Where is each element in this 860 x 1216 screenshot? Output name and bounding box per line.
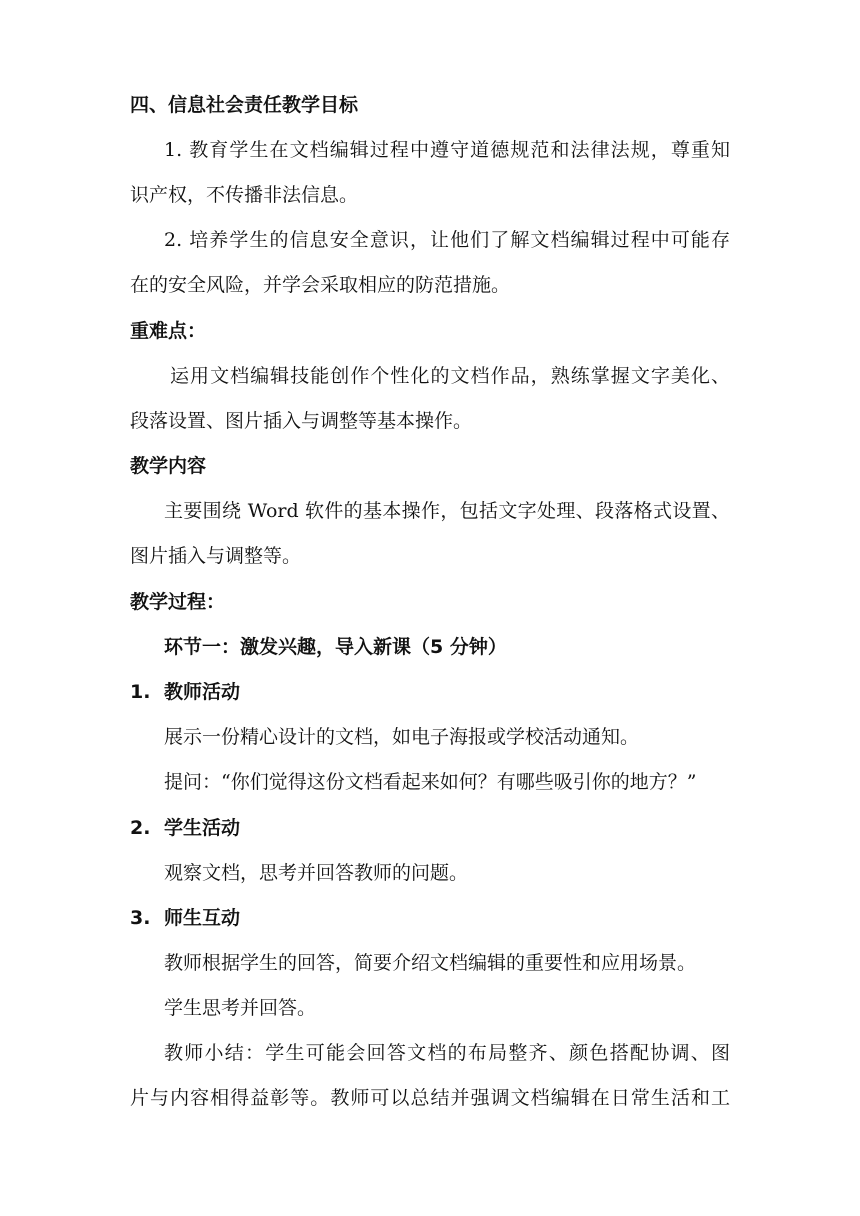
objective-2-line-1: 2. 培养学生的信息安全意识，让他们了解文档编辑过程中可能存: [164, 229, 730, 251]
step-1-number: 1.: [130, 681, 151, 703]
step-3-line-1: 教师根据学生的回答，简要介绍文档编辑的重要性和应用场景。: [164, 952, 697, 974]
step-1-line-2: 提问：“你们觉得这份文档看起来如何？有哪些吸引你的地方？”: [164, 771, 697, 793]
step-2-number: 2.: [130, 817, 151, 839]
objective-1-line-1: 1. 教育学生在文档编辑过程中遵守道德规范和法律法规，尊重知: [164, 139, 730, 161]
step-3-title: 师生互动: [164, 907, 241, 929]
section-heading-social-responsibility: 四、信息社会责任教学目标: [130, 94, 359, 116]
key-points-line-1: 运用文档编辑技能创作个性化的文档作品，熟练掌握文字美化、: [170, 365, 730, 387]
step-3-line-2: 学生思考并回答。: [164, 997, 317, 1019]
teaching-content-line-1: 主要围绕 Word 软件的基本操作，包括文字处理、段落格式设置、: [164, 500, 730, 522]
step-3-line-4: 片与内容相得益彰等。教师可以总结并强调文档编辑在日常生活和工: [130, 1087, 730, 1109]
step-1-line-1: 展示一份精心设计的文档，如电子海报或学校活动通知。: [164, 726, 640, 748]
teaching-process-heading: 教学过程：: [130, 591, 226, 613]
objective-2-line-2: 在的安全风险，并学会采取相应的防范措施。: [130, 274, 511, 296]
step-2-title: 学生活动: [164, 817, 241, 839]
step-3-line-3: 教师小结：学生可能会回答文档的布局整齐、颜色搭配协调、图: [164, 1042, 730, 1064]
step-3-number: 3.: [130, 907, 151, 929]
teaching-content-line-2: 图片插入与调整等。: [130, 545, 302, 567]
step-1-title: 教师活动: [164, 681, 241, 703]
objective-1-line-2: 识产权，不传播非法信息。: [130, 184, 359, 206]
teaching-content-heading: 教学内容: [130, 455, 207, 477]
key-points-heading: 重难点：: [130, 320, 207, 342]
step-2-line-1: 观察文档，思考并回答教师的问题。: [164, 862, 469, 884]
key-points-line-2: 段落设置、图片插入与调整等基本操作。: [130, 410, 473, 432]
stage-1-title: 环节一：激发兴趣，导入新课（5 分钟）: [164, 636, 507, 658]
